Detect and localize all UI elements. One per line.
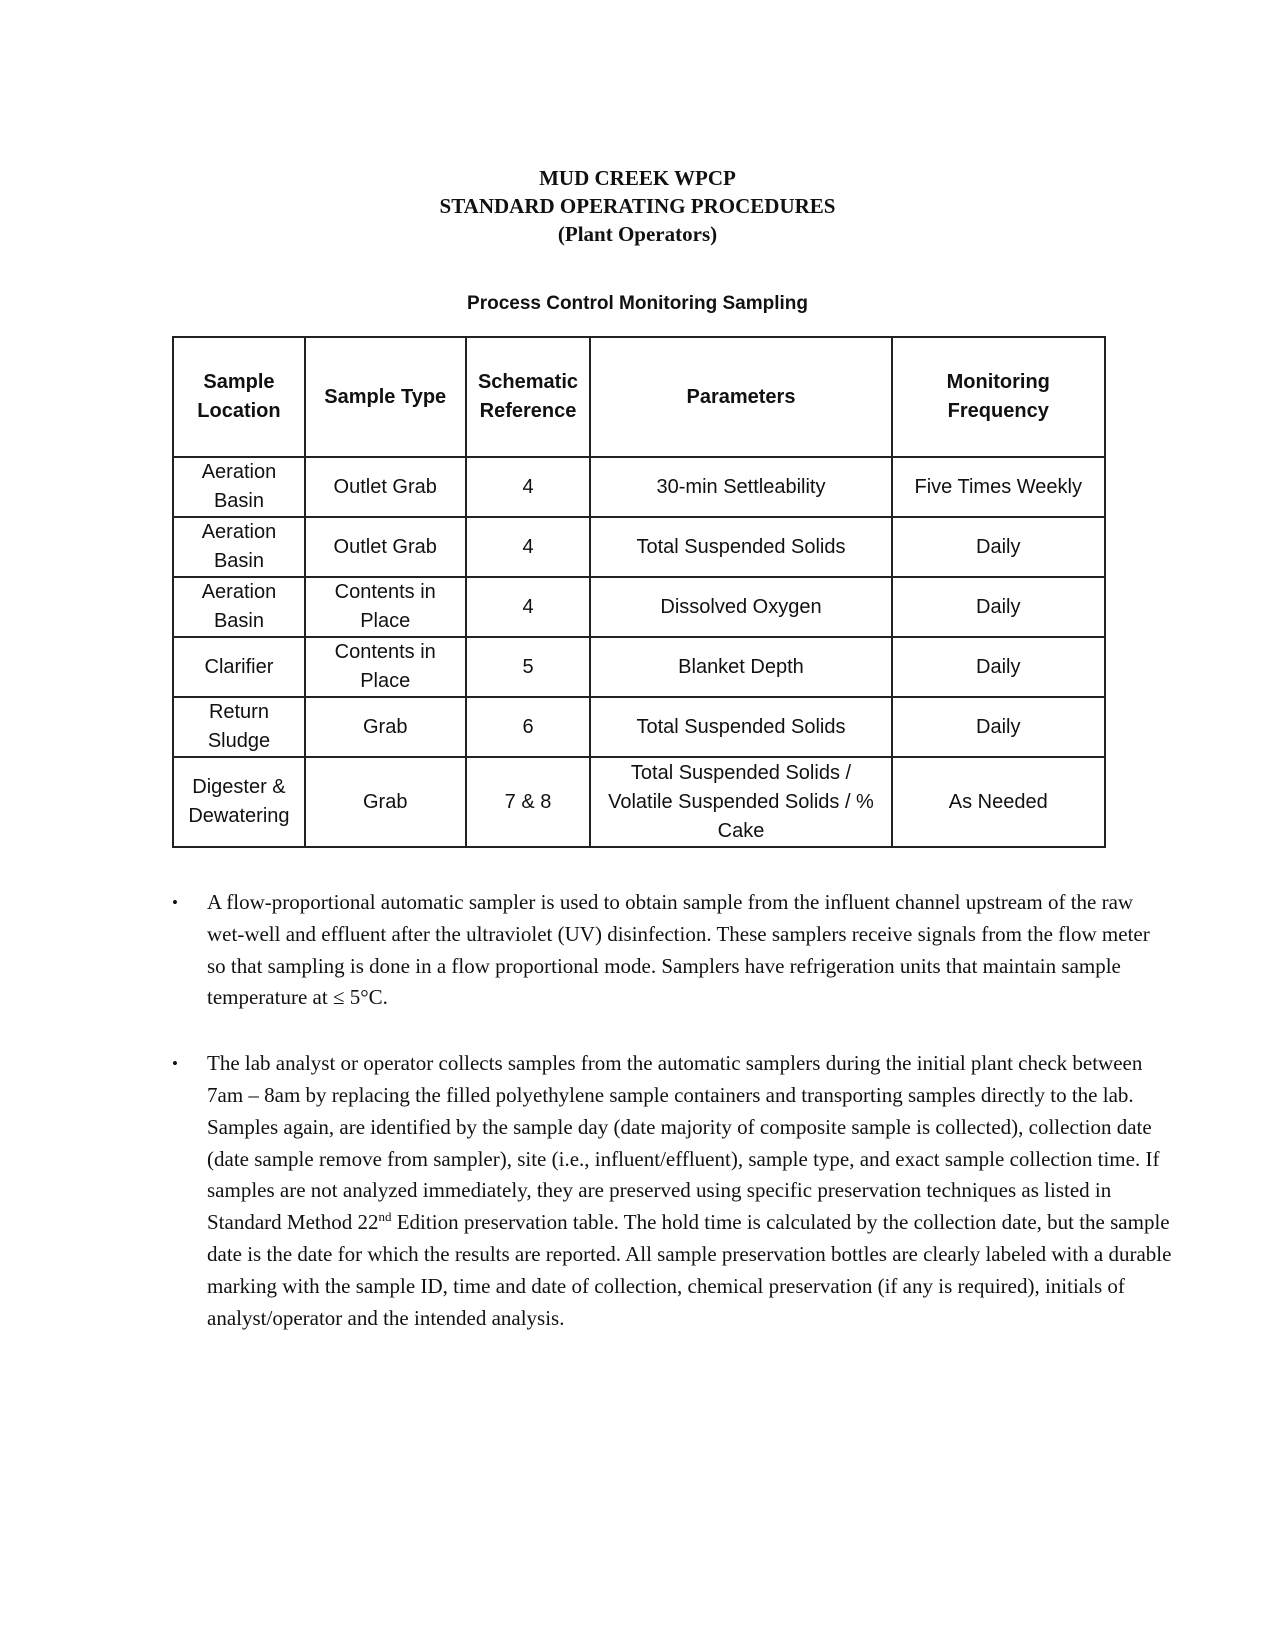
table-row (173, 637, 1105, 697)
cell-sample-location: Aeration Basin (173, 517, 305, 577)
table-header-row (173, 337, 1105, 457)
cell-schematic-reference: 5 (466, 637, 591, 697)
header-schematic-reference: Schematic Reference (466, 337, 591, 457)
bullet-list (172, 887, 1172, 1368)
cell-monitoring-frequency: Five Times Weekly (892, 457, 1106, 517)
sampling-table (172, 336, 1106, 848)
cell-schematic-reference: 4 (466, 577, 591, 637)
cell-monitoring-frequency: Daily (892, 697, 1106, 757)
table-row (173, 577, 1105, 637)
cell-schematic-reference: 4 (466, 457, 591, 517)
bullet-text: A flow-proportional automatic sampler is used to obtain sample from the influent channel upstream of the raw wet-well and effluent after the ultraviolet (UV) disinfection. These samplers receive signals from the flow meter so that sampling is done in a flow proportional mode. Samplers have refrigeration units that maintain sample temperature at ≤ 5°C. (207, 890, 1150, 1010)
cell-sample-type: Outlet Grab (305, 517, 466, 577)
ordinal-suffix: nd (378, 1209, 392, 1225)
bullet-item-sampler (172, 887, 1172, 1014)
header-parameters: Parameters (590, 337, 891, 457)
bullet-text (207, 1051, 1171, 1329)
table-row (173, 697, 1105, 757)
cell-schematic-reference: 7 & 8 (466, 757, 591, 847)
table-row (173, 457, 1105, 517)
bullet-item-collection (172, 1048, 1172, 1334)
table-row (173, 757, 1105, 847)
cell-sample-type: Grab (305, 757, 466, 847)
cell-sample-type: Outlet Grab (305, 457, 466, 517)
bullet-text-part: Edition preservation table. The hold time is calculated by the collection date, but the sample date is the date for which the results are reported. All sample preservation bottles are clearly labeled with a durable marking with the sample ID, time and date of collection, chemical preservation (if any is required), initials of analyst/operator and the intended analysis. (207, 1210, 1172, 1330)
cell-schematic-reference: 6 (466, 697, 591, 757)
header-line-3: (Plant Operators) (557, 222, 718, 246)
cell-parameters: Dissolved Oxygen (590, 577, 891, 637)
cell-parameters: Total Suspended Solids (590, 697, 891, 757)
table-title: Process Control Monitoring Sampling (467, 293, 808, 314)
cell-parameters: Total Suspended Solids / Volatile Suspended Solids / % Cake (590, 757, 891, 847)
table-row (173, 517, 1105, 577)
cell-sample-type: Contents in Place (305, 577, 466, 637)
cell-sample-location: Return Sludge (173, 697, 305, 757)
document-header (0, 164, 1275, 248)
cell-sample-type: Contents in Place (305, 637, 466, 697)
bullet-text-part: The lab analyst or operator collects samples from the automatic samplers during the initial plant check between 7am – 8am by replacing the filled polyethylene sample containers and transporting samples directly to the lab. Samples again, are identified by the sample day (date majority of composite sample is collected), collection date (date sample remove from sampler), site (i.e., influent/effluent), sample type, and exact sample collection time. If samples are not analyzed immediately, they are preserved using specific preservation techniques as listed in Standard Method 22 (207, 1051, 1160, 1235)
bullet-icon: • (172, 893, 178, 912)
cell-parameters: Blanket Depth (590, 637, 891, 697)
header-sample-type: Sample Type (305, 337, 466, 457)
cell-sample-location: Aeration Basin (173, 577, 305, 637)
cell-parameters: 30-min Settleability (590, 457, 891, 517)
cell-sample-type: Grab (305, 697, 466, 757)
cell-sample-location: Clarifier (173, 637, 305, 697)
header-line-1: MUD CREEK WPCP (539, 166, 736, 190)
cell-monitoring-frequency: As Needed (892, 757, 1106, 847)
cell-monitoring-frequency: Daily (892, 577, 1106, 637)
cell-parameters: Total Suspended Solids (590, 517, 891, 577)
header-sample-location: Sample Location (173, 337, 305, 457)
cell-monitoring-frequency: Daily (892, 517, 1106, 577)
bullet-icon: • (172, 1054, 178, 1074)
header-monitoring-frequency: Monitoring Frequency (892, 337, 1106, 457)
cell-sample-location: Aeration Basin (173, 457, 305, 517)
cell-monitoring-frequency: Daily (892, 637, 1106, 697)
cell-sample-location: Digester & Dewatering (173, 757, 305, 847)
cell-schematic-reference: 4 (466, 517, 591, 577)
header-line-2: STANDARD OPERATING PROCEDURES (439, 194, 836, 218)
